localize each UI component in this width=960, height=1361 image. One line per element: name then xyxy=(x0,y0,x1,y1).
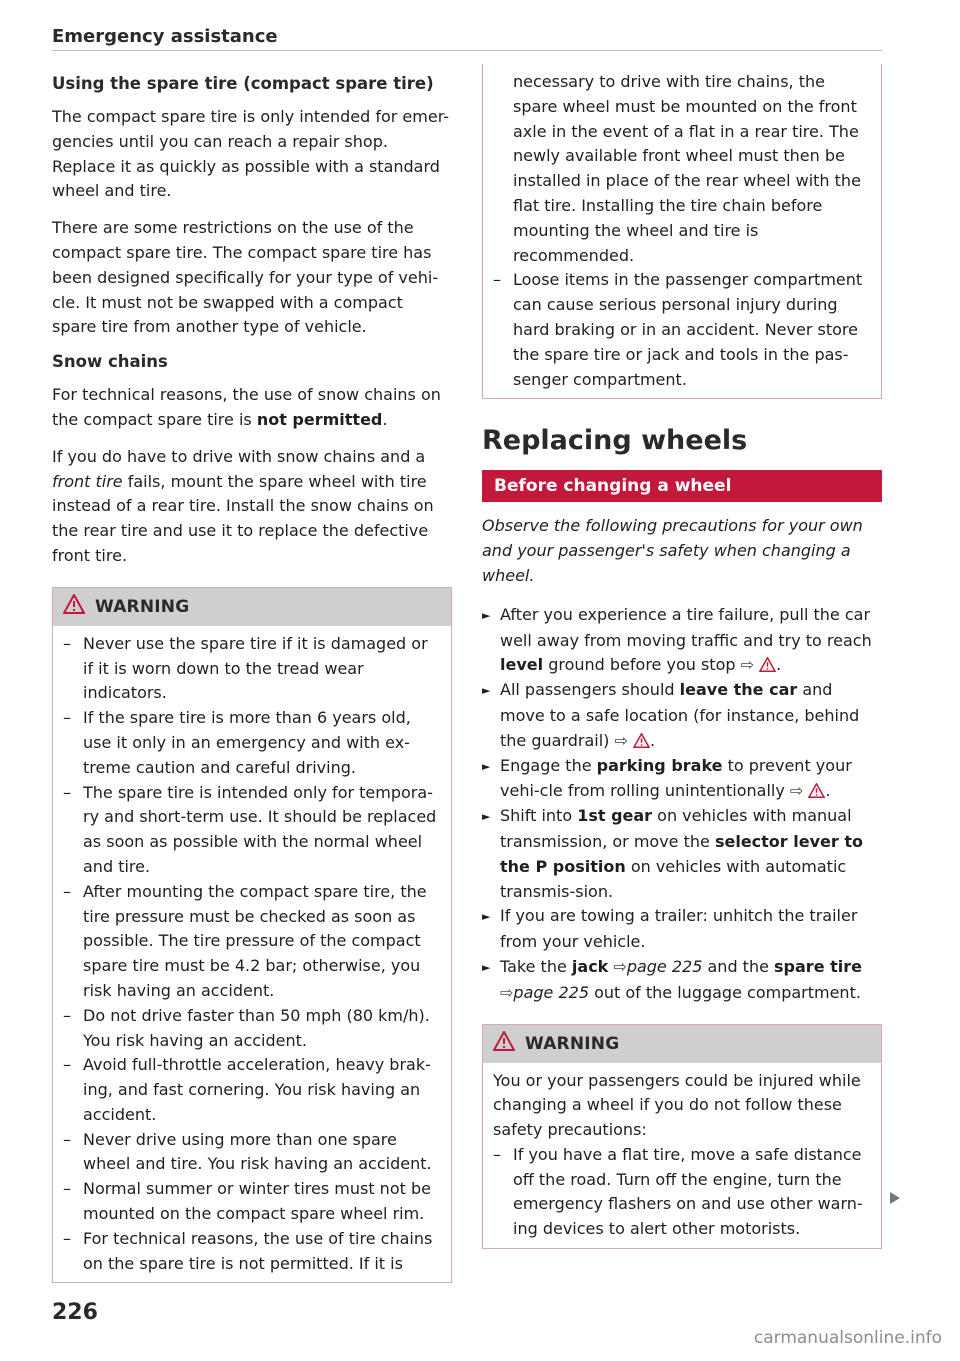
step-item: ► All passengers should leave the car and move to a safe location (for instance, behind the guardrail) ⇨ . xyxy=(482,678,882,753)
warning-header xyxy=(53,588,451,626)
warning-item: – Loose items in the passenger compartment can cause serious personal injury during hard braking or in an accident. Never store the spare tire or jack and tools in the pas-senger compartment. xyxy=(493,268,867,392)
reference-arrow-icon: ⇨ xyxy=(740,655,754,675)
warning-label: WARNING xyxy=(95,596,190,617)
warning-triangle-icon xyxy=(493,1031,515,1056)
left-column xyxy=(52,74,452,1295)
warning-item: – Avoid full-throttle acceleration, heavy brak-ing, and fast cornering. You risk having an accident. xyxy=(63,1053,437,1127)
heading-spare-tire: Using the spare tire (compact spare tire) xyxy=(52,74,434,93)
warning-item: – Do not drive faster than 50 mph (80 km/h). You risk having an accident. xyxy=(63,1004,437,1054)
watermark: carmanualsonline.info xyxy=(753,1328,942,1348)
section-header: Emergency assistance xyxy=(52,26,278,47)
reference-arrow-icon: ⇨ xyxy=(613,956,627,976)
continue-arrow-icon xyxy=(890,1192,900,1204)
warning-item: – For technical reasons, the use of tire chains on the spare tire is not permitted. If it is xyxy=(63,1227,437,1277)
heading-snow-chains: Snow chains xyxy=(52,352,168,372)
warning-label: WARNING xyxy=(525,1033,620,1054)
warning-body xyxy=(483,1063,881,1249)
warning-item: – The spare tire is intended only for tempora-ry and short-term use. It should be replaced as soon as possible with the normal wheel and tire. xyxy=(63,781,437,880)
warning-continuation-box xyxy=(482,64,882,399)
paragraph: If you do have to drive with snow chains and a front tire fails, mount the spare wheel with tire instead of a rear tire. Install the snow chains on the rear tire and use it to replace the defective front tire. xyxy=(52,446,434,565)
step-item: ► Engage the parking brake to prevent your vehi-cle from rolling unintentionally ⇨ . xyxy=(482,754,882,805)
warning-triangle-icon xyxy=(808,783,825,798)
warning-triangle-icon xyxy=(759,657,776,672)
reference-arrow-icon: ⇨ xyxy=(614,730,628,750)
header-rule xyxy=(52,50,882,51)
warning-item: – If the spare tire is more than 6 years old, use it only in an emergency and with ex-treme caution and careful driving. xyxy=(63,706,437,780)
subsection-bar: Before changing a wheel xyxy=(482,470,882,502)
warning-header xyxy=(483,1025,881,1063)
section-title: Replacing wheels xyxy=(482,425,748,457)
warning-triangle-icon xyxy=(633,733,650,748)
steps-list xyxy=(482,603,882,1006)
warning-item: – If you have a flat tire, move a safe distance off the road. Turn off the engine, turn the emergency flashers on and use other warn-ing devices to alert other motorists. xyxy=(493,1143,867,1242)
page-reference-link[interactable]: page 225 xyxy=(513,982,589,1002)
reference-arrow-icon: ⇨ xyxy=(789,781,804,801)
intro-text: Observe the following precautions for your own and your passenger's safety when changing a wheel. xyxy=(482,516,863,585)
warning-triangle-icon xyxy=(63,594,85,619)
page-reference-link[interactable]: page 225 xyxy=(626,956,703,976)
paragraph: The compact spare tire is only intended for emer-gencies until you can reach a repair shop. Replace it as quickly as possible with a standard wheel and tire. xyxy=(52,107,450,201)
reference-arrow-icon: ⇨ xyxy=(500,982,514,1002)
warning-item: – Normal summer or winter tires must not be mounted on the compact spare wheel rim. xyxy=(63,1177,437,1227)
step-item: ► Shift into 1st gear on vehicles with manual transmission, or move the selector lever to the P position on vehicles with automatic transmis-sion. xyxy=(482,804,882,904)
warning-item-continued: necessary to drive with tire chains, the spare wheel must be mounted on the front axle in the event of a flat in a rear tire. The newly available front wheel must then be installed in place of the rear wheel with the flat tire. Installing the tire chain before mounting the wheel and tire is recommended. xyxy=(513,72,861,265)
warning-item: – After mounting the compact spare tire, the tire pressure must be checked as soon as possible. The tire pressure of the compact spare tire must be 4.2 bar; otherwise, you risk having an accident. xyxy=(63,880,437,1004)
step-item: ► After you experience a tire failure, pull the car well away from moving traffic and try to reach level ground before you stop ⇨ . xyxy=(482,603,882,678)
paragraph: For technical reasons, the use of snow chains on the compact spare tire is not permitted. xyxy=(52,385,441,429)
warning-item: – Never use the spare tire if it is damaged or if it is worn down to the tread wear indicators. xyxy=(63,632,437,706)
warning-intro: You or your passengers could be injured while changing a wheel if you do not follow these safety precautions: xyxy=(493,1070,861,1140)
right-column xyxy=(482,74,882,1261)
warning-body xyxy=(53,626,451,1283)
paragraph: There are some restrictions on the use of the compact spare tire. The compact spare tire has been designed specifically for your type of vehi-cle. It must not be swapped with a compact spare tire from another type of vehicle. xyxy=(52,218,439,337)
warning-item: – Never drive using more than one spare wheel and tire. You risk having an accident. xyxy=(63,1128,437,1178)
page-number: 226 xyxy=(52,1300,98,1325)
step-item: ► Take the jack ⇨page 225 and the spare tire ⇨page 225 out of the luggage compartment. xyxy=(482,955,882,1006)
warning-box xyxy=(52,587,452,1284)
warning-box xyxy=(482,1024,882,1250)
step-item: ► If you are towing a trailer: unhitch the trailer from your vehicle. xyxy=(482,904,882,955)
